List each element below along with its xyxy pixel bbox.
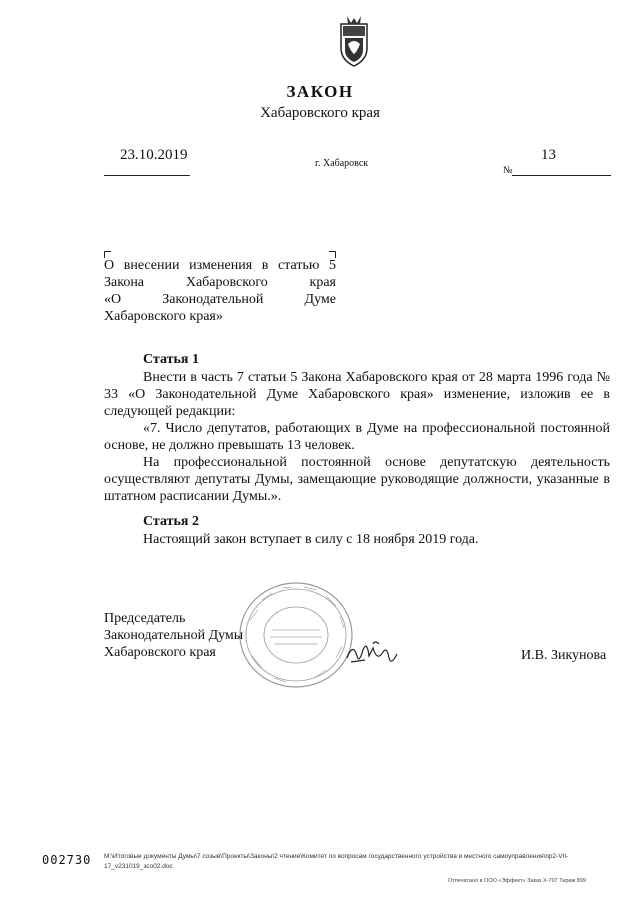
article1-paragraph: На профессиональной постоянной основе депутатскую деятельность осуществляют депутаты Думы, замещающие руководящие должности, указанные в штатном расписании Думы.». [104,455,610,504]
signatory-position [104,610,243,661]
official-stamp [236,580,356,690]
document-subtitle: Хабаровского края [260,105,380,121]
date-underline [104,175,190,176]
article2-paragraph: Настоящий закон вступает в силу с 18 ноября 2019 года. [143,532,479,547]
handwritten-signature [343,636,405,670]
article1-paragraph: Внести в часть 7 статьи 5 Закона Хабаровского края от 28 марта 1996 года № 33 «О Законодательной Думе Хабаровского края» изменение, изложив ее в следующей редакции: [104,370,610,419]
subject-line: «О Законодательной Думе [104,292,336,307]
subject-line: Хабаровского края» [104,309,223,324]
subject-line: Закона Хабаровского края [104,275,336,290]
signatory-name: И.В. Зикунова [521,648,607,663]
printer-note: Отпечатано в ООО «Эффект» Заказ Х-707 Тираж 899 [448,878,586,884]
article2-body [104,531,610,548]
subject-block [104,257,336,325]
document-code: 002730 [42,853,92,867]
number-sign: № [503,165,513,176]
number-underline [512,175,611,176]
subject-line: О внесении изменения в статью 5 [104,258,336,273]
document-title: ЗАКОН [286,82,354,101]
document-number: 13 [541,147,556,163]
document-city: г. Хабаровск [315,158,369,169]
file-path: M:\Итоговые документы Думы\7 созыв\Проекты\Законы\2 чтение\Комитет по вопросам государственного устройства и местного самоуправления\пр2-VII-17_v231019_зсо02.doc [104,853,569,870]
signatory-position-line: Хабаровского края [104,645,216,660]
document-date: 23.10.2019 [120,147,188,163]
article1-body [104,369,610,505]
article2-heading: Статья 2 [143,514,199,529]
article1-heading: Статья 1 [143,352,199,367]
coat-of-arms-icon [333,14,375,68]
signatory-position-line: Председатель [104,611,186,626]
signatory-position-line: Законодательной Думы [104,628,244,643]
article1-paragraph: «7. Число депутатов, работающих в Думе на профессиональной постоянной основе, не должно превышать 13 человек. [104,421,610,453]
